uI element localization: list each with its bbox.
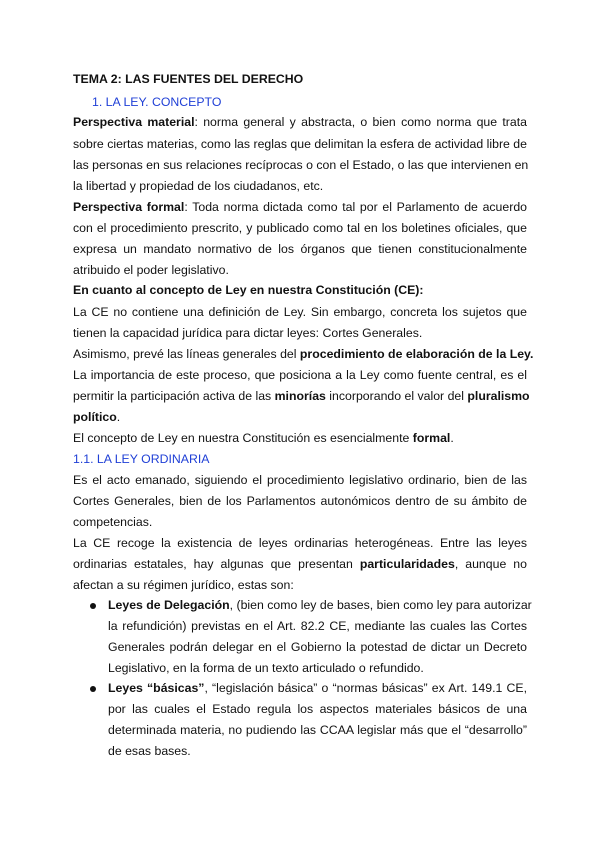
paragraph-line: afectan a su régimen jurídico, estas son: <box>73 578 294 592</box>
section-heading-la-ley: 1. LA LEY. CONCEPTO <box>92 95 222 109</box>
paragraph-line: El concepto de Ley en nuestra Constitución es esencialmente formal. <box>73 431 454 445</box>
bullet-icon <box>90 603 96 609</box>
term-perspectiva-material: Perspectiva material <box>73 115 195 129</box>
document-title: TEMA 2: LAS FUENTES DEL DERECHO <box>73 72 304 86</box>
paragraph-line: la libertad y propiedad de los ciudadanos, etc. <box>73 179 324 193</box>
paragraph-line: La CE recoge la existencia de leyes ordinarias heterogéneas. Entre las leyes <box>73 536 527 550</box>
paragraph-line: político. <box>73 410 121 424</box>
subheading-constitucion: En cuanto al concepto de Ley en nuestra Constitución (CE): <box>73 283 424 297</box>
paragraph-line: La importancia de este proceso, que posiciona a la Ley como fuente central, es el <box>73 368 527 382</box>
list-item-line: Leyes de Delegación, (bien como ley de bases, bien como ley para autorizar <box>108 598 532 612</box>
paragraph-line: expresa un mandato normativo de los órganos que tienen constitucionalmente <box>73 242 527 256</box>
section-heading-ley-ordinaria: 1.1. LA LEY ORDINARIA <box>73 452 210 466</box>
paragraph-line: Perspectiva formal: Toda norma dictada como tal por el Parlamento de acuerdo <box>73 200 528 214</box>
paragraph-line: ordinarias estatales, hay algunas que presentan particularidades, aunque no <box>73 557 527 571</box>
paragraph-line: Es el acto emanado, siguiendo el procedimiento legislativo ordinario, bien de las <box>73 473 527 487</box>
paragraph-line: Perspectiva material: norma general y abstracta, o bien como norma que trata <box>73 115 527 129</box>
list-item-line: Generales podrán delegar en el Gobierno la potestad de dictar un Decreto <box>108 640 527 654</box>
paragraph-line: La CE no contiene una definición de Ley. Sin embargo, concreta los sujetos que <box>73 305 527 319</box>
paragraph-line: tienen la capacidad jurídica para dictar leyes: Cortes Generales. <box>73 326 423 340</box>
list-item-line: Legislativo, en la forma de un texto articulado o refundido. <box>108 661 424 675</box>
paragraph-line: sobre ciertas materias, como las reglas que delimitan la esfera de actividad libre de <box>73 137 527 151</box>
term-perspectiva-formal: Perspectiva formal <box>73 200 185 214</box>
paragraph-line: Cortes Generales, bien de los Parlamentos autonómicos dentro de su ámbito de <box>73 494 527 508</box>
paragraph-line: Asimismo, prevé las líneas generales del procedimiento de elaboración de la Ley. <box>73 347 534 361</box>
list-item-line: Leyes “básicas”, “legislación básica” o “normas básicas” ex Art. 149.1 CE, <box>108 681 527 695</box>
paragraph-line: competencias. <box>73 515 153 529</box>
paragraph-line: las personas en sus relaciones recíprocas o con el Estado, o las que intervienen en <box>73 158 529 172</box>
list-item-line: por las cuales el Estado regula los aspectos materiales básicos de una <box>108 702 527 716</box>
bullet-icon <box>90 686 96 692</box>
paragraph-line: atribuido el poder legislativo. <box>73 263 229 277</box>
paragraph-line: permitir la participación activa de las minorías incorporando el valor del pluralismo <box>73 389 530 403</box>
list-item-line: determinada materia, no pudiendo las CCAA legislar más que el “desarrollo” <box>108 723 527 737</box>
list-item-line: de esas bases. <box>108 744 191 758</box>
paragraph-line: con el procedimiento prescrito, y publicado como tal en los boletines oficiales, que <box>73 221 527 235</box>
list-item-line: la refundición) previstas en el Art. 82.2 CE, mediante las cuales las Cortes <box>108 619 527 633</box>
